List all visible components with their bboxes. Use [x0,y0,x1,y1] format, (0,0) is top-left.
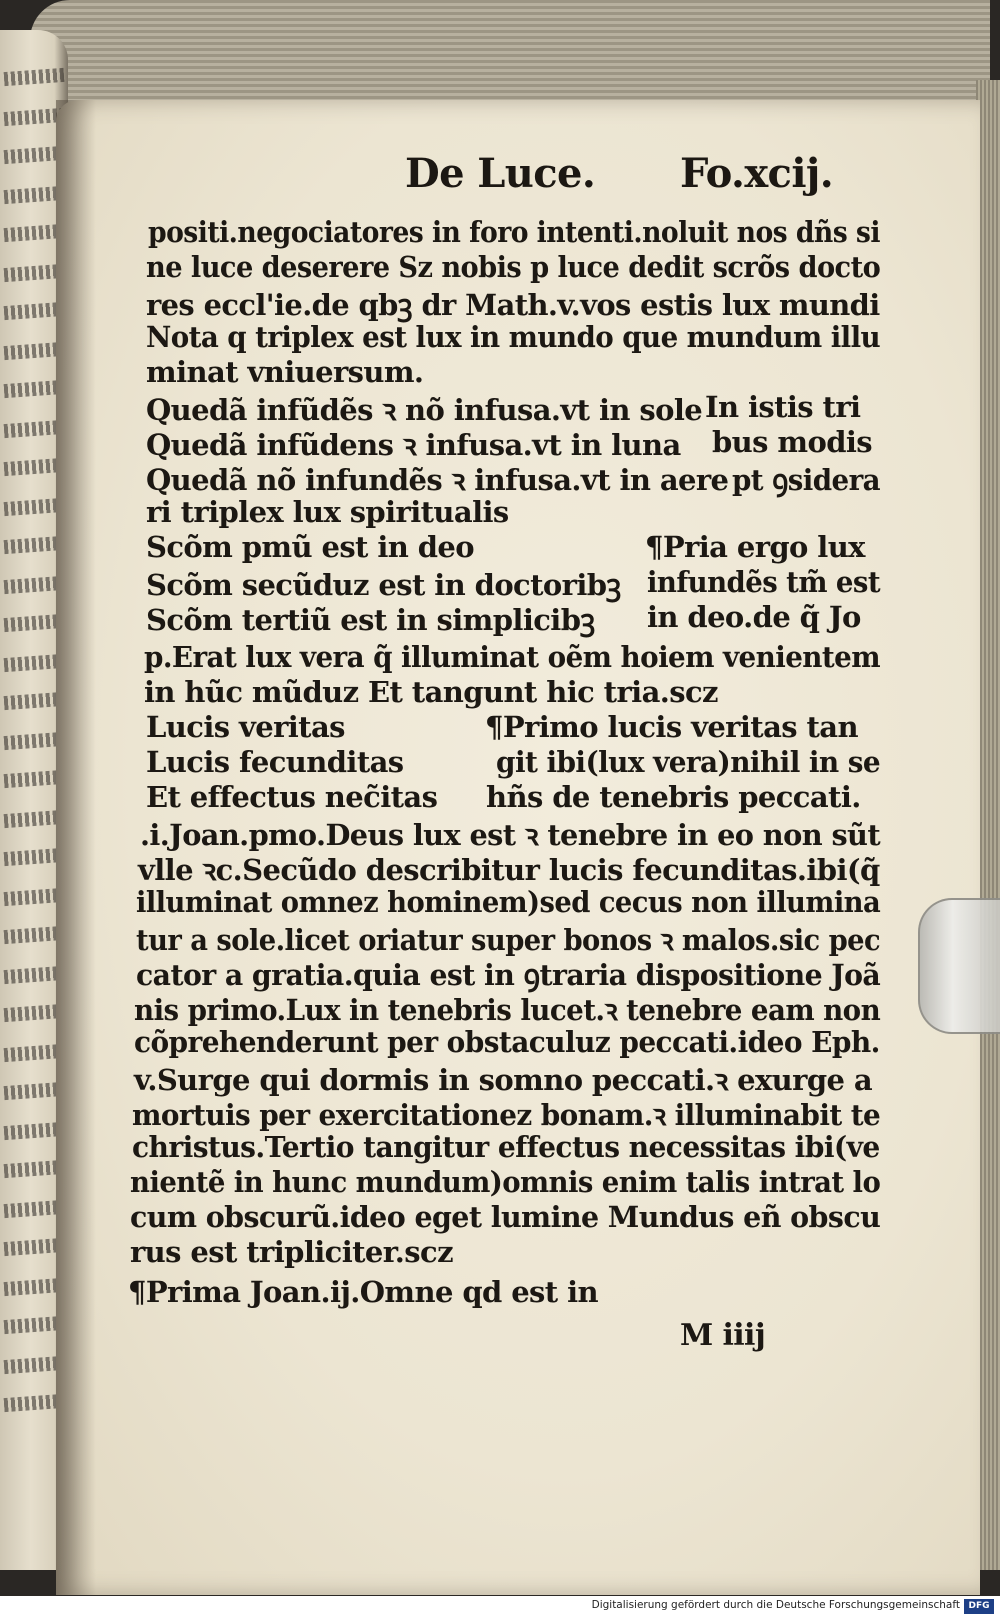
text-line: Scõm secũduz est in doctoribꝫ [146,568,621,602]
text-line: positi.negociatores in foro intenti.noluit nos dñs si [148,215,880,249]
text-line: ¶Prima Joan.ij.Omne qd est in [128,1275,598,1309]
text-line: .i.Joan.pmo.Deus lux est ꝛ tenebre in eo non sũt [140,818,881,852]
text-line: ne luce deserere Sz nobis p luce dedit scrõs docto [146,250,881,284]
text-line: illuminat omnez hominem)sed cecus non illumina [136,885,881,919]
text-line: mortuis per exercitationez bonam.ꝛ illuminabit te [132,1098,881,1132]
text-line: Quedã infũdẽs ꝛ nõ infusa.vt in sole [146,393,703,427]
gutter-shadow [56,100,96,1595]
page-clip [918,898,1000,1034]
side-note: ¶Pria ergo lux [645,530,865,564]
text-line: Lucis veritas [146,710,345,744]
dfg-logo: DFG [964,1599,994,1614]
text-line: vlle ꝛc.Secũdo describitur lucis fecunditas.ibi(q̃ [138,853,880,887]
text-line: res eccl'ie.de qbꝫ dr Math.v.vos estis lux mundi [146,288,880,322]
text-line: minat vniuersum. [146,355,424,389]
text-line: rus est tripliciter.scz [130,1235,453,1269]
text-line: in hũc mũduz Et tangunt hic tria.scz [144,675,718,709]
text-line: Et effectus nec̃itas [146,780,438,814]
side-note: pt ꝯsidera [732,463,880,497]
text-line: cum obscurũ.ideo eget lumine Mundus eñ obscu [130,1200,881,1234]
text-line: nientẽ in hunc mundum)omnis enim talis intrat lo [130,1165,881,1199]
text-line: christus.Tertio tangitur effectus necessitas ibi(ve [132,1130,880,1164]
side-note: hñs de tenebris peccati. [486,780,861,814]
side-note: git ibi(lux vera)nihil in se [496,745,881,779]
text-line: cator a gratia.quia est in ꝯtraria dispositione Joã [136,958,881,992]
text-line: Quedã nõ infundẽs ꝛ infusa.vt in aere [146,463,729,497]
text-line: Lucis fecunditas [146,745,404,779]
text-line: Quedã infũdens ꝛ infusa.vt in luna [146,428,681,462]
running-title: De Luce. [405,150,596,197]
text-line: Scõm tertiũ est in simplicibꝫ [146,603,595,637]
side-note: In istis tri [705,390,861,424]
text-line: Scõm pmũ est in deo [146,530,475,564]
funding-credit: Digitalisierung gefördert durch die Deutsche Forschungsgemeinschaft [591,1599,960,1611]
side-note: in deo.de q̃ Jo [647,600,861,634]
text-line: cõprehenderunt per obstaculuz peccati.ideo Eph. [134,1025,880,1059]
signature-mark: M iiij [680,1318,766,1353]
text-line: tur a sole.licet oriatur super bonos ꝛ malos.sic pec [136,923,881,957]
side-note: bus modis [712,425,873,459]
folio-number: Fo.xcij. [680,150,834,197]
text-line: v.Surge qui dormis in somno peccati.ꝛ exurge a [134,1063,873,1097]
text-line: p.Erat lux vera q̃ illuminat oẽm hoiem venientem [144,640,881,674]
side-note: infundẽs tm̃ est [647,565,880,599]
text-line: nis primo.Lux in tenebris lucet.ꝛ tenebre eam non [134,993,881,1027]
text-line: ri triplex lux spiritualis [146,495,509,529]
text-line: Nota q triplex est lux in mundo que mundum illu [146,320,881,354]
page-edges-top [30,0,990,112]
footer-bar [0,1596,1000,1619]
side-note: ¶Primo lucis veritas tan [485,710,858,744]
